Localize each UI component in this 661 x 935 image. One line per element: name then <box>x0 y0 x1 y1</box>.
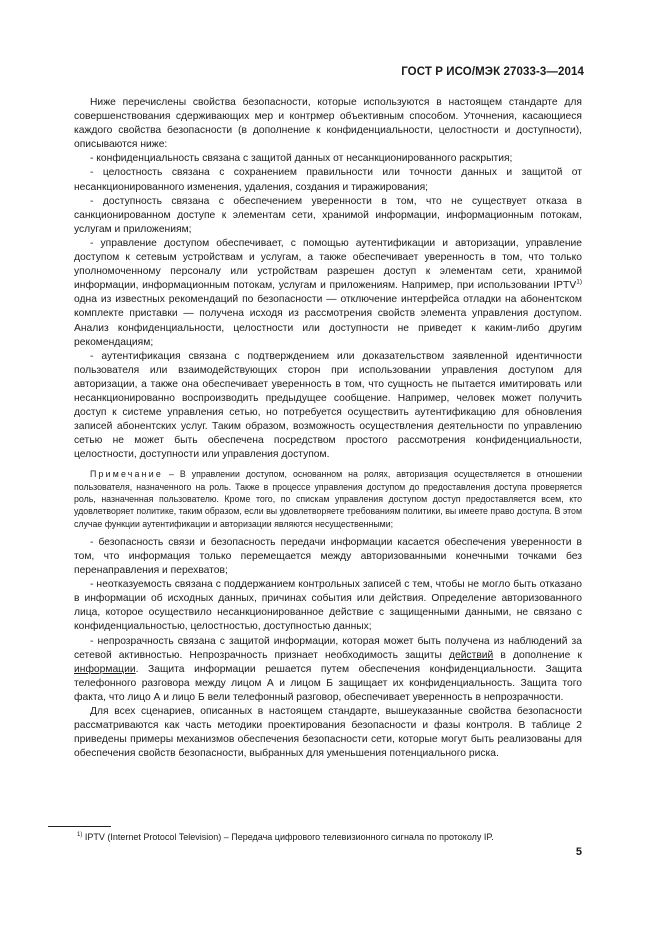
page-number: 5 <box>575 846 582 858</box>
list-item-authentication: - аутентификация связана с подтверждением или доказательством заявленной идентичности пользователя или взаимодействующих сторон при использовании управления доступом для авторизации, а также она обеспечивает уверенность в том, что сущность не пытается имитировать или несанкционированно воспроизводить предыдущее сообщение. Например, человек может получить доступ к системе управления сетью, но потребуется осуществить аутентификацию для обновления записей абонентских услуг. Таким образом, возможность осуществления деятельности по управлению сетью не может быть обеспечена посредством простого рассмотрения конфиденциальности, целостности, доступности или управления доступом. <box>74 350 582 461</box>
list-item-privacy: - непрозрачность связана с защитой информации, которая может быть получена из наблюдений за сетевой активностью. Непрозрачность признает необходимость защиты действий в дополнение к информации. Защита информации решается путем обеспечения конфиденциальности. Защита телефонного разговора между лицом А и лицом Б защищает их конфиденциальность. Защита того факта, что лицо А и лицо Б вели телефонный разговор, обеспечивает уверенность в непрозрачности. <box>74 635 582 703</box>
list-item-availability: - доступность связана с обеспечением уверенности в том, что не существует отказа в санкционированном доступе к элементам сети, хранимой информации, информационным потокам, услугам и приложениям; <box>74 195 582 235</box>
footnote-ref: 1) <box>576 278 582 286</box>
list-item-non-repudiation: - неотказуемость связана с поддержанием контрольных записей с тем, чтобы не могло быть отказано в информации об исходных данных, причинах события или действия. Определение авторизованного лица, которое осуществило несанкционированное действие с защищенными данными, не связано с конфиденциальностью, целостностью, доступностью данных; <box>74 579 582 633</box>
underlined-information: информации <box>74 663 136 675</box>
list-item-integrity: - целостность связана с сохранением правильности или точности данных и защитой от несанкционированного изменения, удаления, создания и тиражирования; <box>74 167 582 193</box>
footnote-marker: 1) <box>77 832 83 838</box>
document-header: ГОСТ Р ИСО/МЭК 27033-3—2014 <box>401 66 584 78</box>
note-label: Примечание <box>90 469 163 480</box>
list-item-communication-security: - безопасность связи и безопасность передачи информации касается обеспечения уверенности в том, что информация только перемещается между авторизованными конечными точками без перенаправления и перехватов; <box>74 536 582 577</box>
paragraph-intro: Ниже перечислены свойства безопасности, которые используются в настоящем стандарте для совершенствования сдерживающих мер и контрмер объективным способом. Уточнения, касающиеся каждого свойства безопасности (в дополнение к конфиденциальности, целостности и доступности), описываются ниже: <box>74 97 582 151</box>
main-text <box>74 96 582 761</box>
footnote <box>77 831 587 843</box>
footnote-text: IPTV (Internet Protocol Television) – Передача цифрового телевизионного сигнала по протоколу IP. <box>82 832 494 842</box>
note-text: – В управлении доступом, основанном на ролях, авторизация осуществляется в отношении пользователя, назначенного на роль. Также в процессе управления доступом до предоставления доступа проверяется роль, назначенная пользователю. Кроме того, по спискам управления доступом доступ предоставляется всем, кто удовлетворяет политике, таким образом, если вы удовлетворяете требованиям политики, вы имеете право доступа. В этом случае функции аутентификации и авторизации являются несущественными; <box>74 469 582 529</box>
paragraph-conclusion: Для всех сценариев, описанных в настоящем стандарте, вышеуказанные свойства безопасности рассматриваются как часть методики проектирования безопасности и фазы контроля. В таблице 2 приведены примеры механизмов обеспечения безопасности сети, которые могут быть реализованы для обеспечения свойств безопасности, выбранных для уменьшения потенциального риска. <box>74 706 582 760</box>
footnote-divider <box>48 826 111 827</box>
list-item-confidentiality: - конфиденциальность связана с защитой данных от несанкционированного раскрытия; <box>90 153 513 165</box>
list-item-access-control: - управление доступом обеспечивает, с помощью аутентификации и авторизации, управление доступом к сетевым устройствам и услугам, а также обеспечивает уверенность в том, что только уполномоченному персоналу или устройствам разрешен доступ к элементам сети, хранимой информации, информационным потокам, услугам и приложениям. Например, при использовании IPTV$^{1)}$ одна из известных рекомендаций по безопасности — отключение интерфейса отладки на абонентском комплекте приставки — получена исходя из рассмотрения свойств элемента управления доступом. Анализ конфиденциальности, целостности или доступности не приведет к каким-либо другим рекомендациям; <box>74 237 582 348</box>
underlined-actions: действий <box>448 649 494 661</box>
note-block <box>74 468 582 529</box>
